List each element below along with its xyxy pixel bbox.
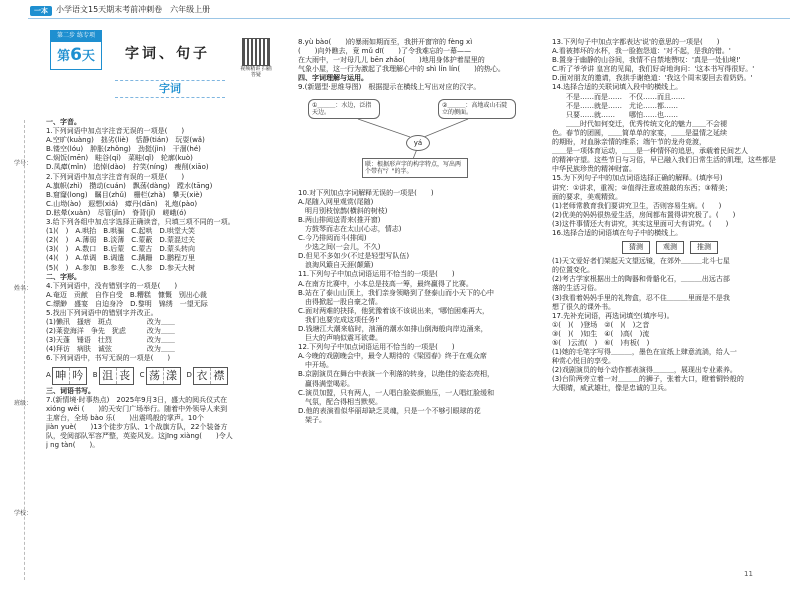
- question-line: A.看被摔坏的水杯，我一脸抱怨道：'对不起，是我的错。': [552, 47, 731, 56]
- side-label-number: 学号：: [14, 160, 33, 167]
- question-line: (2)戏剧演员的每个动作都表演得＿＿＿，展现出专业素养。: [552, 366, 737, 375]
- question-line: (1)懒汛 搔痞 斑点 改为＿＿: [46, 318, 175, 327]
- section-heading: 四、字词理解与运用。: [298, 74, 368, 83]
- question-line: 由得掀起一股自豪之情。: [298, 297, 382, 306]
- column-middle: [298, 38, 538, 425]
- question-line: (2)( ) A.薄弱 B.淡薄 C.蒙蔽 D.蒙混过关: [46, 236, 196, 245]
- question-line: (1)天文爱好者们架起天文望远镜，在郊外＿＿＿北斗七星: [552, 257, 730, 266]
- question-line: 4.下列词语中，没有错别字的一项是( ): [46, 281, 178, 290]
- question-line: 气氛，配合得相当默契。: [298, 397, 382, 406]
- question-line: 主席台，全场 bào 乐( )出震鸣般的掌声。10个: [46, 413, 204, 422]
- brand-logo: 一本: [30, 6, 52, 16]
- column-left: [46, 118, 286, 450]
- question-line: 12.下列句子中加点词语运用不恰当的一项是( ): [298, 343, 455, 352]
- conjunction-option: 不是……就是…… 尤论……都……: [566, 101, 678, 110]
- question-line: 方鼓琴而志在太山(心志，情志): [298, 224, 402, 233]
- question-line: 2.下列词语中加点字注音有误的一项是( ): [46, 172, 185, 181]
- question-line: D.凤瘴(mǐn) 追悼(dào) 拧笑(níng) 瘦削(xiāo): [46, 163, 209, 172]
- option-label: A: [46, 370, 51, 379]
- question-line: 8.yù bào( )的暴雨如期而至，我拼开窗帘的 fèng xì: [298, 38, 473, 46]
- question-line: 赢得满堂喝彩。: [298, 379, 354, 388]
- question-line: (2)莱瓷海洋 争先 犹虑 改为＿＿: [46, 327, 175, 336]
- side-label-school: 学校：: [14, 510, 33, 517]
- day-number: 第6天: [50, 41, 102, 70]
- section-heading: 一、字音。: [46, 118, 81, 126]
- question-line: A.尾随入网里观赏(尾随): [298, 197, 374, 206]
- question-line: 7.(新情境·时事热点) 2025年9月3日，盛大的阅兵仪式在: [46, 395, 228, 404]
- question-line: (2)考古学家根据出土的陶器和骨骼化石，＿＿＿出远古部: [552, 275, 730, 284]
- question-line: 的位置变化。: [552, 266, 594, 275]
- writing-boxes: [46, 367, 286, 385]
- question-line: D.眩晕(xuàn) 尽管(jǐn) 脊背(jǐ) 嵯峨(ó): [46, 208, 187, 217]
- mind-map-center: yá: [406, 135, 430, 151]
- grid-char: 衣: [196, 368, 208, 382]
- question-line: 15.为下列句子中的加点词语选择正确的解释。(填序号): [552, 174, 723, 183]
- word-choice: 推测: [690, 241, 718, 254]
- question-line: C.焖饭(mēn) 畦谷(qí) 菜畦(qǐ) 轮廓(kuò): [46, 154, 193, 163]
- header-divider: [28, 18, 790, 19]
- question-line: D.他的表演看似华丽却缺乏灵魂，只是一个不够引眼球的花: [298, 406, 481, 415]
- question-line: B.窟窿(long) 瞩目(zhǔ) 栅栏(zhà) 攀天(xiè): [46, 190, 203, 199]
- day-tag: 第二步 练专项: [50, 30, 102, 41]
- question-line: C.面对两难的抉择，他犹豫着该不该说出来，'哪怕困难再大，: [298, 306, 490, 315]
- question-line: C.山坳(ào) 遐想(xiá) 瘴丹(dān) 礼炮(pào): [46, 199, 198, 208]
- tian-grid: [193, 367, 228, 385]
- word-choice: 猜测: [622, 241, 650, 254]
- question-line: A.旗帜(zhì) 攒动(cuán) 飘荡(dàng) 蹚水(tāng): [46, 181, 213, 190]
- qr-caption: 视频精讲 扫描答疑: [240, 66, 272, 78]
- header: [0, 0, 800, 20]
- question-line: j ng tàn( )。: [46, 441, 100, 450]
- question-line: (3)这件事情还大有讲究，其实这里面可大有讲究。( ): [552, 219, 729, 228]
- column-right: [552, 38, 790, 394]
- conjunction-option: 不是……而是…… 不仅……而且……: [566, 92, 685, 101]
- writing-box-option[interactable]: [140, 367, 181, 385]
- question-line: (1)她的毛笔字写得＿＿＿，墨色在宣纸上肆意流淌，给人一: [552, 348, 737, 357]
- mind-map-note: 联：根据形声字的构字特点，写出两个带有"氵"的字。: [362, 158, 468, 178]
- question-line: 想了很久的课外书。: [552, 302, 615, 311]
- topic-title: 字词、句子: [125, 46, 210, 62]
- question-line: xióng wěi ( )的天安门广场举行。随着中外领导人来到: [46, 404, 228, 413]
- question-line: 13.下列句子中加点字都表达'说'的意思的一项是( ): [552, 38, 720, 46]
- question-line: 的期盼，对血脉亲情的维系；端午节的龙舟竞渡，: [552, 138, 706, 147]
- side-label-name: 姓名：: [14, 285, 33, 292]
- grid-char: 荡: [149, 368, 160, 382]
- question-line: D.面对朋友的邀请，我拱手谢绝道：'我这个周末要回去看奶奶。': [552, 74, 753, 83]
- question-line: 14.选择合适的关联词填入段中的横线上。: [552, 83, 683, 92]
- mind-map-left: ①＿＿＿：水边，泛指天边。: [308, 99, 380, 119]
- question-line: B.镂空(lóu) 肿胀(zhǒng) 劲挺(jìn) 干涸(hé): [46, 145, 201, 154]
- question-line: 浪淘风簸自天涯(颠簸): [298, 261, 374, 270]
- question-line: ⑤( )云流( ) ⑥( )有板( ): [552, 339, 650, 347]
- question-line: (1)老师常教育我们要讲究卫生，否则容易生病。( ): [552, 201, 722, 210]
- question-list: [298, 38, 538, 93]
- question-line: 落的生活习俗。: [552, 284, 601, 293]
- question-line: A.今晚的戏剧晚会中，最令人期待的《梁园春》终于在观众席: [298, 352, 487, 361]
- grid-char: 吟: [69, 368, 86, 384]
- question-line: 色。春节的团圆，＿＿简单单的家宴，＿＿是温情之延续: [552, 128, 727, 137]
- question-line: 17.先补充词语，再选词填空(填序号)。: [552, 311, 674, 320]
- tian-grid: [146, 367, 181, 385]
- question-line: ＿＿时代如何变迁，优秀传统文化的魅力＿＿不会褪: [552, 119, 727, 128]
- tian-grid: [99, 367, 134, 385]
- question-line: 3.给下列各组中加点字选择正确读音，只填三项不同的一项。: [46, 218, 235, 227]
- section-heading: 二、字形。: [46, 272, 81, 281]
- question-line: B.站在了泰山山顶上，我们亲身领略到了登泰山而小天下的心中: [298, 288, 495, 297]
- question-line: (3)我看着妈妈手里的礼物盒，忍不住＿＿＿里面是不是我: [552, 293, 730, 302]
- question-line: A.奄迈 贡献 自作自受 B.糟糕 慷慨 别出心裁: [46, 290, 207, 299]
- question-line: (4)( ) A.单调 B.调遣 C.蹒跚 D.鹏程万里: [46, 254, 196, 263]
- question-line: 10.对下列加点字词解释无误的一项是( ): [298, 188, 434, 197]
- question-line: 6.下列词语中，书写无误的一项是( ): [46, 354, 171, 363]
- grid-char: 丧: [116, 368, 133, 384]
- question-line: 中开场。: [298, 361, 333, 370]
- option-label: D: [186, 370, 192, 379]
- question-line: 队，受阅部队军容严整，英姿风发。这jīng xiàng( )令人: [46, 432, 233, 440]
- grid-char: 漾: [163, 368, 180, 384]
- section-title: 字词: [115, 80, 225, 98]
- grid-char: 沮: [102, 368, 114, 382]
- word-choice: 观测: [656, 241, 684, 254]
- writing-box-option[interactable]: [93, 367, 134, 385]
- book-title: 小学语文15天期末考前冲刺卷 六年级上册: [56, 5, 211, 14]
- question-line: ①( )( )登场 ②( )( )之音: [552, 320, 650, 329]
- mind-map-diagram: [298, 95, 538, 187]
- question-line: 1.下列词语中加点字注音无误的一项是( ): [46, 127, 185, 136]
- question-line: 巨大的声响似震耳欲聋。: [298, 334, 382, 343]
- question-line: 我们也要完成这项任务!': [298, 315, 380, 324]
- question-list: [46, 387, 286, 451]
- question-line: 的精神守望。这些节日与习俗，早已融入我们日常生活的肌理，这些都是: [552, 156, 776, 165]
- question-line: B.置身于幽静的山谷间，我情不自禁地赞叹：'真是一处仙境!': [552, 56, 741, 65]
- question-line: (4)拜访 病肤 诚弦 改为＿＿: [46, 345, 175, 354]
- question-line: 少选之间(一会儿，不久): [298, 243, 381, 252]
- question-line: ③( )( )如生 ④( )高( )流: [552, 329, 650, 338]
- question-line: C.听了爷爷讲 皇宫的见闻，我们好奇地询问：'这本书写得很好。': [552, 65, 755, 74]
- question-line: B.京剧演员在舞台中表演一个利落的转身，以绝佳的姿态亮相，: [298, 370, 495, 379]
- question-line: C.缥緲 盛宴 自迫身冷 D.黎明 锦绣 一望无际: [46, 299, 208, 308]
- question-line: D.但见不多如少(不过是轻型写队伍): [298, 252, 410, 261]
- question-line: 架子。: [298, 415, 326, 424]
- question-line: 明月别枝惊鹊(横斜的树枝): [298, 206, 388, 215]
- writing-box-option[interactable]: [187, 367, 228, 385]
- page-number: 11: [744, 570, 753, 578]
- question-line: jiàn yuè( )13个徒步方队、1个战旗方队，22个装备方: [46, 422, 228, 431]
- question-line: 气象小屋，这一行为激起了我理解心中的 shì lín lín( )的热心。: [298, 65, 505, 74]
- question-line: 9.(新题型·思维导图) 根据提示在横线上写出对应的汉字。: [298, 83, 481, 92]
- mind-map-right: ②＿＿＿：高地或山石陡立的侧面。: [438, 99, 516, 119]
- qr-code-icon[interactable]: [242, 38, 270, 66]
- question-line: D.钱塘江大潮来临时，汹涌的潮水如排山倒海般向岸边涌来，: [298, 324, 488, 333]
- question-line: (3)( ) A.数口 B.后蒙 C.蒙古 D.蒙头转向: [46, 245, 196, 254]
- side-label-class: 班级：: [14, 400, 33, 407]
- question-line: (2)优美的妈妈很热爱生活，房间都布置得讲究极了。( ): [552, 210, 736, 219]
- question-list: [552, 38, 790, 93]
- question-line: A.在南方比赛中，小本总是技高一筹，最终赢得了比赛。: [298, 279, 473, 288]
- question-line: 16.选择合适的词语填在句子中的横线上。: [552, 228, 683, 237]
- question-line: B.两山排闼送青来(推开窗): [298, 215, 381, 224]
- question-line: 讲究：①讲求，重视；②值得注意或推敲的东西；③精美；: [552, 183, 732, 192]
- question-line: 大眼睛，威武雄壮，像是忠诚的卫兵。: [552, 384, 671, 393]
- question-line: 在大雨中，一对母几儿 bēn zhǎo( )地用身体护着屋里的: [298, 56, 485, 65]
- question-line: C.今乃排闼而斗(排闼): [298, 234, 367, 243]
- question-line: (5)( ) A.参加 B.参差 C.人参 D.参天大树: [46, 263, 196, 272]
- question-line: A.空旷(kuàng) 拙劣(liè) 恬静(tián) 玩耍(wǎ): [46, 136, 205, 145]
- grid-char: 呻: [55, 368, 67, 382]
- question-line: 中华民族珍贵的精神财富。: [552, 165, 636, 174]
- word-choice-box: [622, 241, 790, 254]
- question-line: 种赏心悦目的享受。: [552, 357, 615, 366]
- grid-char: 襟: [210, 368, 227, 384]
- question-line: 11.下列句子中加点词语运用不恰当的一项是( ): [298, 270, 455, 279]
- option-label: B: [92, 370, 98, 379]
- question-line: (3)天蓬 锤语 壮烈 改为＿＿: [46, 336, 175, 345]
- question-list: [298, 189, 538, 425]
- question-line: 面的要求，美观精致。: [552, 192, 622, 201]
- conjunction-options: [566, 93, 790, 120]
- option-label: C: [139, 370, 145, 379]
- section-heading: 三、词语书写。: [46, 386, 95, 395]
- day-box: [50, 30, 102, 70]
- question-line: ( )向外瞧去，竟 mǔ dī( )了令我难忘的一幕——: [298, 47, 472, 56]
- tian-grid: [52, 367, 87, 385]
- writing-box-option[interactable]: [46, 367, 87, 385]
- question-line: ＿＿是一项体育运动，＿＿是一种情怀的追思，承载着民间艺人: [552, 147, 748, 156]
- question-line: (1)( ) A.哄抬 B.哄骗 C.起哄 D.哄堂大笑: [46, 227, 196, 236]
- question-line: 5.找出下列词语中的错别字并改正。: [46, 308, 158, 317]
- conjunction-option: 只要……就…… 哪怕……也……: [566, 110, 678, 119]
- question-line: C.演员加盟，只有两人，一人唱白脸姿颜施压，一人唱红脸缓和: [298, 388, 495, 397]
- question-list: [552, 120, 790, 238]
- question-line: (3)台阶两旁立着一对＿＿＿的狮子，张着大口，瞪着铜铃般的: [552, 375, 744, 384]
- question-list: [46, 118, 286, 364]
- question-list: [552, 257, 790, 393]
